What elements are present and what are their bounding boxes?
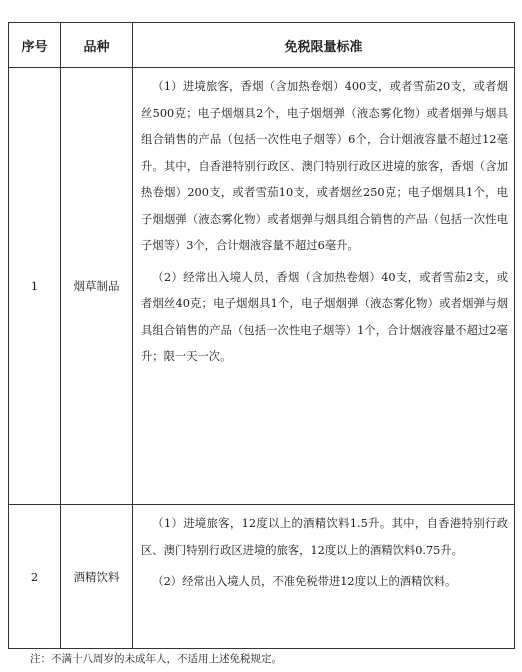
row-limit-standard xyxy=(133,505,515,649)
limit-paragraph: （2）经常出入境人员，不准免税带进12度以上的酒精饮料。 xyxy=(152,575,457,588)
limit-paragraph: （1）进境旅客，12度以上的酒精饮料1.5升。其中，自香港特别行政区、澳门特别行政区进境的旅客，12度以上的酒精饮料0.75升。 xyxy=(141,517,508,557)
document xyxy=(8,22,514,649)
duty-free-limits-table xyxy=(8,22,515,649)
row-serial-number: 1 xyxy=(9,68,61,505)
header-serial-number: 序号 xyxy=(9,23,61,68)
footnote: 注：不满十八周岁的未成年人，不适用上述免税规定。 xyxy=(30,653,282,665)
table-header-row xyxy=(9,23,515,68)
limit-paragraph: （2）经常出入境人员，香烟（含加热卷烟）40支，或者雪茄2支，或者烟丝40克；电子烟烟具1个，电子烟烟弹（液态雾化物）或者烟弹与烟具组合销售的产品（包括一次性电子烟等）1个，合计烟液容量不超过2毫升；限一天一次。 xyxy=(141,270,508,363)
row-serial-number: 2 xyxy=(9,505,61,649)
row-limit-standard xyxy=(133,68,515,505)
header-category: 品种 xyxy=(61,23,133,68)
row-category: 酒精饮料 xyxy=(61,505,133,649)
table-row xyxy=(9,68,515,505)
row-category: 烟草制品 xyxy=(61,68,133,505)
limit-paragraph: （1）进境旅客，香烟（含加热卷烟）400支，或者雪茄20支，或者烟丝500克；电子烟烟具2个，电子烟烟弹（液态雾化物）或者烟弹与烟具组合销售的产品（包括一次性电子烟等）6个，合计烟液容量不超过12毫升。其中，自香港特别行政区、澳门特别行政区进境的旅客，香烟（含加热卷烟）200支，或者雪茄10支，或者烟丝250克；电子烟烟具1个，电子烟烟弹（液态雾化物）或者烟弹与烟具组合销售的产品（包括一次性电子烟等）3个，合计烟液容量不超过6毫升。 xyxy=(141,80,508,252)
table-row xyxy=(9,505,515,649)
header-limit-standard: 免税限量标准 xyxy=(133,23,515,68)
